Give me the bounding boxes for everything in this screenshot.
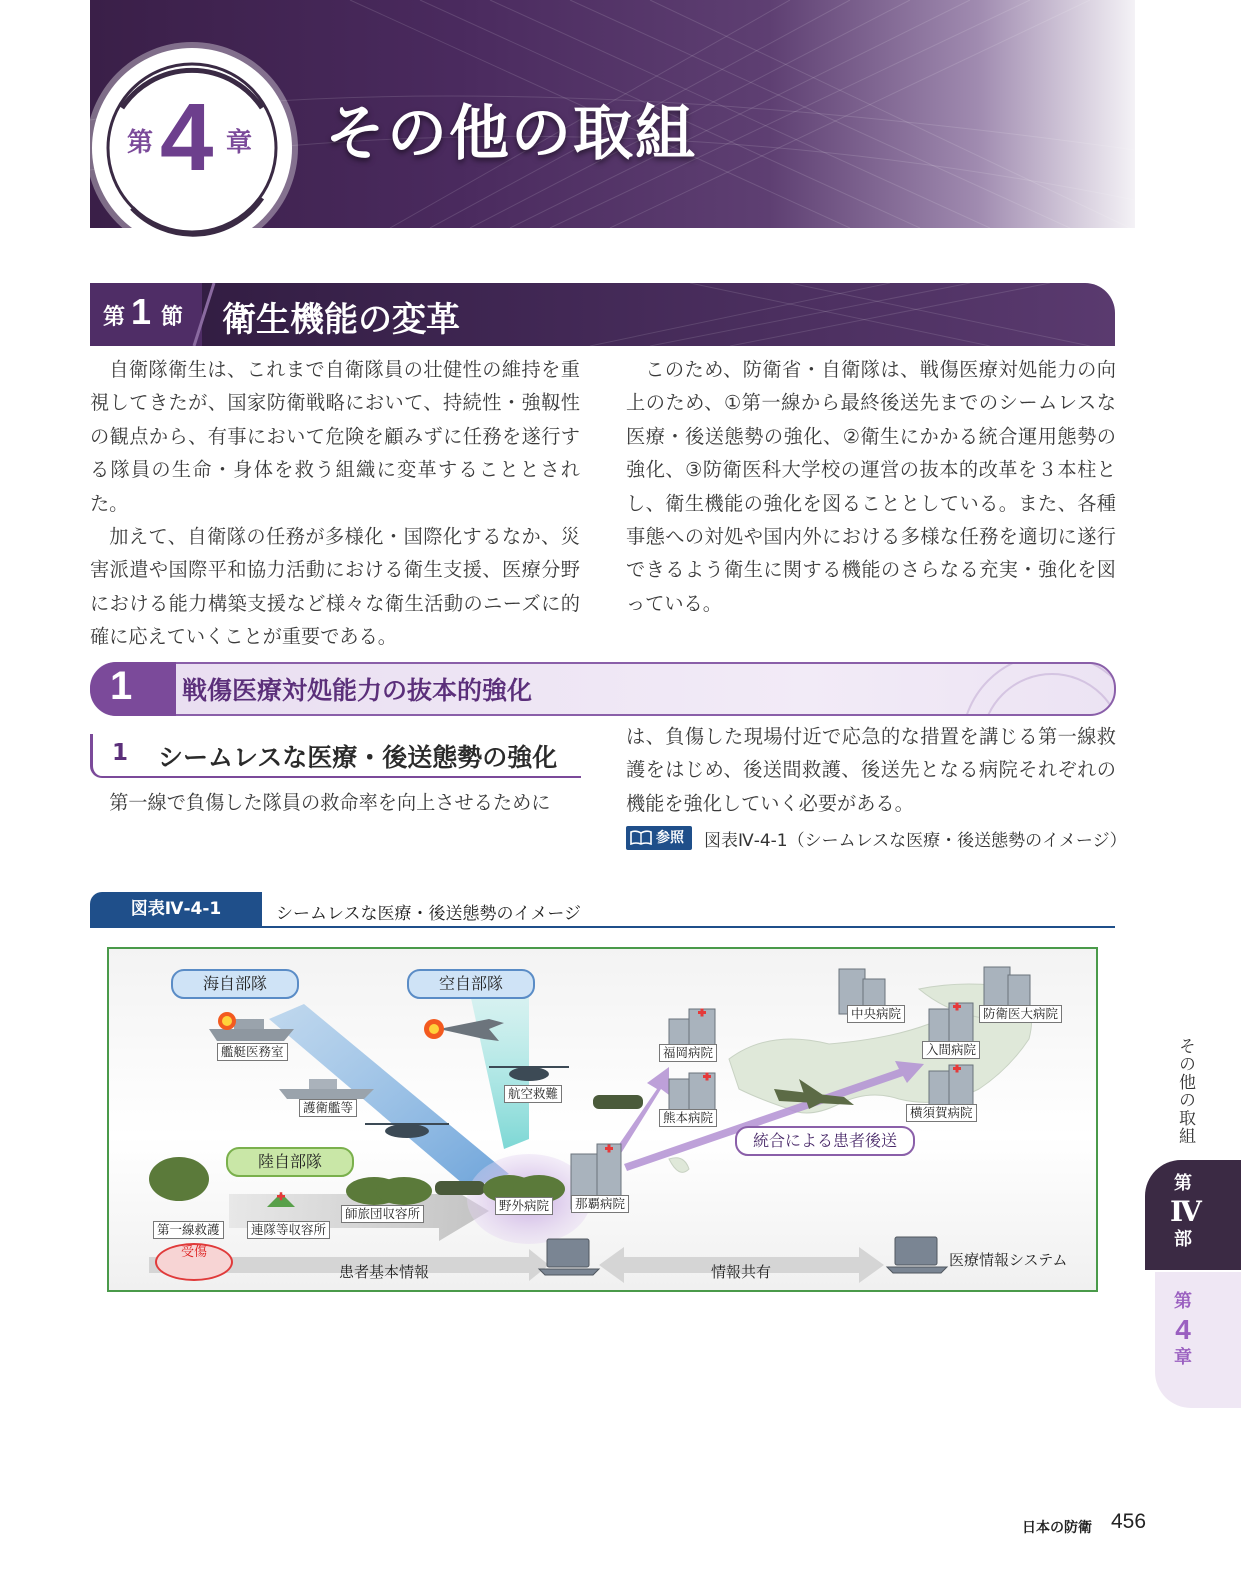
chapter-suffix: 章 — [226, 128, 253, 158]
book-icon — [630, 830, 652, 845]
side-chapter-tab[interactable] — [1155, 1272, 1241, 1408]
section-divider — [190, 283, 220, 346]
side-chapter-number: 4 — [1175, 1314, 1191, 1345]
figure-id: 図表Ⅳ-4-1 — [90, 892, 262, 926]
intro-right-column — [626, 353, 1116, 620]
body-paragraph: 第一線で負傷した隊員の救命率を向上させるために — [109, 791, 551, 814]
side-chapter-title — [1175, 1037, 1195, 1145]
intro-paragraph: 自衛隊衛生は、これまで自衛隊員の壮健性の維持を重視してきたが、国家防衛戦略において、持続性・強靱性の観点から、有事において危険を顧みずに任務を遂行する隊員の生命・身体を救う組織に変革することとされた。 — [90, 358, 580, 515]
escort-ship-label: 護衛艦等 — [299, 1099, 357, 1117]
side-part-suffix: 部 — [1174, 1229, 1192, 1250]
patient-info-label: 患者基本情報 — [339, 1263, 430, 1281]
army-group-label: 陸自部隊 — [226, 1147, 354, 1177]
side-part-number: Ⅳ — [1170, 1195, 1202, 1228]
first-aid-label: 第一線救護 — [153, 1221, 224, 1239]
reference-link[interactable]: 図表Ⅳ-4-1（シームレスな医療・後送態勢のイメージ） — [704, 831, 1127, 851]
reference-label: 参照 — [656, 830, 684, 846]
subsubsection-title: シームレスな医療・後送態勢の強化 — [158, 743, 558, 772]
side-part-label — [1170, 1172, 1202, 1252]
body-left-column — [90, 786, 580, 819]
ship-medical-label: 艦艇医務室 — [217, 1043, 288, 1061]
division-collection-label: 師旅団収容所 — [341, 1205, 424, 1223]
side-part-prefix: 第 — [1174, 1173, 1192, 1194]
central-hospital-label: 中央病院 — [847, 1005, 905, 1023]
chapter-number: 4 — [160, 84, 214, 191]
injury-marker: 受傷 — [155, 1243, 233, 1281]
subsection-number: 1 — [110, 664, 133, 708]
side-chapter-prefix: 第 — [1174, 1291, 1192, 1312]
figure-caption-rule — [90, 926, 1115, 928]
section-number: 1 — [131, 291, 152, 332]
field-hospital-label: 野外病院 — [495, 1197, 553, 1215]
reference-badge — [626, 826, 692, 850]
medical-info-system-label: 医療情報システム — [949, 1251, 1068, 1269]
info-share-label: 情報共有 — [711, 1263, 772, 1281]
ndmc-hospital-label: 防衛医大病院 — [979, 1005, 1062, 1023]
naha-hospital-label: 那覇病院 — [571, 1195, 629, 1213]
chapter-prefix: 第 — [127, 128, 154, 158]
page-number: 456 — [1111, 1510, 1147, 1533]
body-paragraph: は、負傷した現場付近で応急的な措置を講じる第一線救護をはじめ、後送間救護、後送先となる病院それぞれの機能を強化していく必要がある。 — [626, 725, 1116, 815]
fukuoka-hospital-label: 福岡病院 — [659, 1044, 717, 1062]
air-rescue-label: 航空救難 — [504, 1085, 562, 1103]
section-suffix: 節 — [161, 305, 184, 330]
chapter-title: その他の取組 — [325, 99, 697, 169]
figure-diagram — [107, 947, 1098, 1292]
joint-evacuation-label: 統合による患者後送 — [735, 1126, 915, 1156]
side-chapter-suffix: 章 — [1174, 1347, 1192, 1368]
section-title: 衛生機能の変革 — [222, 300, 460, 340]
navy-group-label: 海自部隊 — [171, 969, 299, 999]
publication-name: 日本の防衛 — [1022, 1520, 1092, 1536]
side-chapter-label — [1170, 1290, 1196, 1370]
kumamoto-hospital-label: 熊本病院 — [659, 1109, 717, 1127]
body-right-column — [626, 720, 1116, 820]
section-prefix: 第 — [103, 305, 126, 330]
intro-paragraph: このため、防衛省・自衛隊は、戦傷医療対処能力の向上のため、①第一線から最終後送先までのシームレスな医療・後送態勢の強化、②衛生にかかる統合運用態勢の強化、③防衛医科大学校の運営の抜本的改革を３本柱とし、衛生機能の強化を図ることとしている。また、各種事態への対処や国内外における多様な任務を適切に遂行できるよう衛生に関する機能のさらなる充実・強化を図っている。 — [626, 358, 1116, 615]
intro-paragraph: 加えて、自衛隊の任務が多様化・国際化するなか、災害派遣や国際平和協力活動における衛生支援、医療分野における能力構築支援など様々な衛生活動のニーズに的確に応えていくことが重要である。 — [90, 525, 580, 649]
air-group-label: 空自部隊 — [407, 969, 535, 999]
side-vertical-text: その他の取組 — [1175, 1037, 1195, 1145]
yokosuka-hospital-label: 横須賀病院 — [906, 1104, 977, 1122]
subsection-title: 戦傷医療対処能力の抜本的強化 — [182, 676, 533, 705]
iruma-hospital-label: 入間病院 — [922, 1041, 980, 1059]
figure-caption: シームレスな医療・後送態勢のイメージ — [276, 904, 581, 924]
collection-point-label: 連隊等収容所 — [247, 1221, 330, 1239]
subsubsection-number: 1 — [112, 740, 129, 766]
intro-left-column — [90, 353, 580, 654]
